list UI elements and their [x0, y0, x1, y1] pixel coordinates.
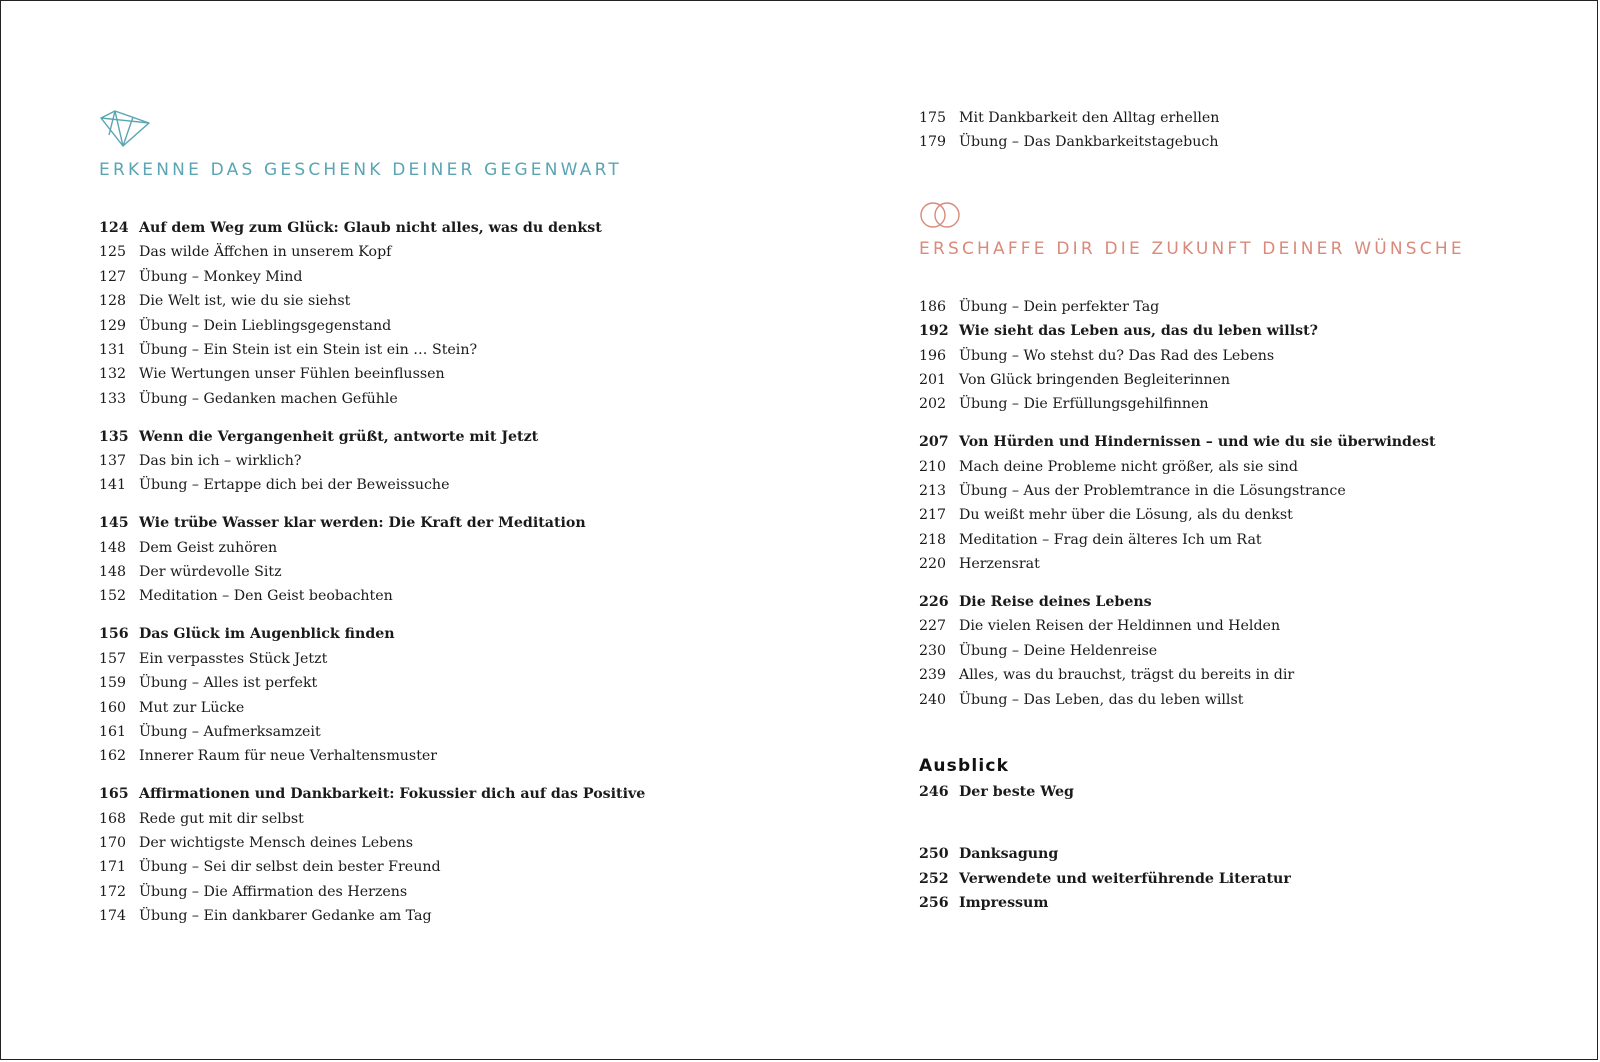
entry-title: Wie trübe Wasser klar werden: Die Kraft der Meditation	[139, 515, 586, 532]
toc-group	[99, 782, 799, 928]
toc-entry[interactable]	[919, 455, 1559, 479]
entry-title: Mach deine Probleme nicht größer, als sie sind	[959, 458, 1298, 475]
toc-entry[interactable]	[99, 449, 799, 473]
entry-title: Rede gut mit dir selbst	[139, 810, 304, 827]
page-number: 125	[99, 244, 127, 261]
toc-entry[interactable]	[99, 265, 799, 289]
entry-title: Übung – Ertappe dich bei der Beweissuche	[139, 477, 450, 494]
page-number: 159	[99, 675, 127, 692]
diamond-icon	[99, 109, 151, 149]
entry-title: Übung – Sei dir selbst dein bester Freund	[139, 859, 441, 876]
toc-entry[interactable]	[919, 392, 1559, 416]
entry-title: Auf dem Weg zum Glück: Glaub nicht alles, was du denkst	[139, 220, 602, 236]
toc-entry[interactable]	[99, 536, 799, 560]
toc-entry[interactable]	[99, 314, 799, 338]
entry-title: Übung – Ein dankbarer Gedanke am Tag	[139, 908, 432, 925]
toc-entry[interactable]	[99, 387, 799, 411]
toc-entry[interactable]	[99, 855, 799, 879]
entry-title: Von Hürden und Hindernissen – und wie du sie überwindest	[959, 434, 1436, 451]
page-number: 179	[919, 134, 947, 151]
toc-entry[interactable]	[99, 473, 799, 497]
page-number: 133	[99, 390, 127, 407]
entry-title: Die Welt ist, wie du sie siehst	[139, 293, 351, 310]
toc-group	[99, 425, 799, 498]
toc-entry[interactable]	[99, 560, 799, 584]
page-number: 161	[99, 723, 127, 740]
toc-chapter-entry[interactable]	[99, 622, 799, 646]
toc-chapter-entry[interactable]	[99, 216, 799, 240]
toc-entry[interactable]	[919, 368, 1559, 392]
page-number: 127	[99, 268, 127, 285]
right-column	[919, 106, 1559, 916]
left-entries	[99, 216, 799, 929]
entry-title: Der würdevolle Sitz	[139, 564, 282, 581]
ausblick-entries	[919, 780, 1559, 804]
entry-title: Impressum	[959, 895, 1049, 912]
entry-title: Die Reise deines Lebens	[959, 594, 1152, 611]
toc-entry[interactable]	[919, 130, 1559, 154]
toc-chapter-entry[interactable]	[919, 319, 1559, 343]
toc-entry[interactable]	[919, 295, 1559, 319]
rings-icon	[919, 200, 965, 230]
page-number: 157	[99, 650, 127, 667]
toc-entry[interactable]	[919, 639, 1559, 663]
page-number: 165	[99, 786, 129, 803]
entry-title: Herzensrat	[959, 556, 1040, 573]
entry-title: Das Glück im Augenblick finden	[139, 626, 395, 643]
section-title-gegenwart: ERKENNE DAS GESCHENK DEINER GEGENWART	[99, 160, 622, 180]
toc-entry[interactable]	[99, 647, 799, 671]
toc-chapter-entry[interactable]	[99, 425, 799, 449]
entry-title: Du weißt mehr über die Lösung, als du denkst	[959, 507, 1293, 524]
entry-title: Mut zur Lücke	[139, 699, 245, 716]
page-number: 227	[919, 618, 947, 635]
toc-chapter-entry[interactable]	[919, 891, 1559, 915]
toc-entry[interactable]	[919, 344, 1559, 368]
entry-title: Die vielen Reisen der Heldinnen und Helden	[959, 618, 1281, 635]
entry-title: Übung – Die Erfüllungsgehilfinnen	[959, 396, 1209, 413]
entry-title: Übung – Monkey Mind	[139, 268, 303, 285]
toc-entry[interactable]	[919, 614, 1559, 638]
toc-entry[interactable]	[99, 696, 799, 720]
ausblick-heading: Ausblick	[919, 756, 1010, 777]
section-title-zukunft: ERSCHAFFE DIR DIE ZUKUNFT DEINER WÜNSCHE	[919, 238, 1465, 259]
page-number: 256	[919, 895, 949, 912]
page-number: 128	[99, 293, 127, 310]
entry-title: Übung – Das Dankbarkeitstagebuch	[959, 134, 1219, 151]
entry-title: Das bin ich – wirklich?	[139, 453, 302, 470]
toc-chapter-entry[interactable]	[99, 511, 799, 535]
entry-title: Meditation – Den Geist beobachten	[139, 588, 393, 605]
entry-title: Übung – Ein Stein ist ein Stein ist ein … Stein?	[139, 341, 478, 358]
page-number: 246	[919, 784, 949, 801]
entry-title: Übung – Die Affirmation des Herzens	[139, 883, 408, 900]
toc-chapter-entry[interactable]	[919, 430, 1559, 454]
entry-title: Übung – Gedanken machen Gefühle	[139, 390, 398, 407]
entry-title: Wie sieht das Leben aus, das du leben willst?	[959, 323, 1318, 340]
entry-title: Wenn die Vergangenheit grüßt, antworte mit Jetzt	[139, 428, 539, 445]
toc-chapter-entry[interactable]	[99, 782, 799, 806]
page-number: 148	[99, 564, 127, 581]
toc-entry[interactable]	[919, 503, 1559, 527]
entry-title: Wie Wertungen unser Fühlen beeinflussen	[139, 366, 445, 383]
backmatter-entries	[919, 842, 1559, 915]
right-entries	[919, 295, 1559, 712]
page-number: 175	[919, 110, 947, 126]
toc-group	[919, 590, 1559, 712]
entry-title: Übung – Alles ist perfekt	[139, 675, 318, 692]
page-number: 124	[99, 220, 129, 236]
entry-title: Der beste Weg	[959, 784, 1074, 801]
toc-entry[interactable]	[99, 338, 799, 362]
page-number: 252	[919, 870, 949, 887]
toc-entry[interactable]	[919, 688, 1559, 712]
page-number: 186	[919, 298, 947, 315]
entry-title: Übung – Dein perfekter Tag	[959, 298, 1160, 315]
page-number: 162	[99, 748, 127, 765]
toc-entry[interactable]	[99, 744, 799, 768]
page-number: 152	[99, 588, 127, 605]
page-number: 171	[99, 859, 127, 876]
page-number: 202	[919, 396, 947, 413]
toc-entry[interactable]	[919, 528, 1559, 552]
toc-chapter-entry[interactable]	[919, 842, 1559, 866]
page-number: 250	[919, 846, 949, 863]
toc-group	[919, 430, 1559, 576]
toc-entry[interactable]	[99, 240, 799, 264]
toc-entry[interactable]	[919, 552, 1559, 576]
page-number: 210	[919, 458, 947, 475]
entry-title: Das wilde Äffchen in unserem Kopf	[139, 244, 392, 261]
page-number: 192	[919, 323, 949, 340]
toc-entry[interactable]	[99, 671, 799, 695]
toc-entry[interactable]	[919, 663, 1559, 687]
entry-title: Meditation – Frag dein älteres Ich um Rat	[959, 531, 1262, 548]
toc-group	[919, 295, 1559, 417]
entry-title: Affirmationen und Dankbarkeit: Fokussier dich auf das Positive	[139, 786, 646, 803]
page-number: 135	[99, 428, 129, 445]
entry-title: Alles, was du brauchst, trägst du bereits in dir	[959, 667, 1295, 684]
entry-title: Dem Geist zuhören	[139, 539, 278, 556]
page-number: 160	[99, 699, 127, 716]
continued-entries	[919, 106, 1559, 155]
toc-entry[interactable]	[99, 807, 799, 831]
page-number: 170	[99, 834, 127, 851]
page-number: 131	[99, 341, 127, 358]
toc-entry[interactable]	[99, 880, 799, 904]
page-number: 141	[99, 477, 127, 494]
entry-title: Von Glück bringenden Begleiterinnen	[959, 371, 1231, 388]
page-number: 129	[99, 317, 127, 334]
page-number: 201	[919, 371, 947, 388]
entry-title: Mit Dankbarkeit den Alltag erhellen	[959, 110, 1220, 126]
page-number: 220	[919, 556, 947, 573]
page-number: 239	[919, 667, 947, 684]
entry-title: Verwendete und weiterführende Literatur	[959, 870, 1291, 887]
page-number: 156	[99, 626, 129, 643]
entry-title: Übung – Aufmerksamzeit	[139, 723, 321, 740]
toc-chapter-entry[interactable]	[919, 867, 1559, 891]
toc-entry[interactable]	[99, 720, 799, 744]
page-number: 207	[919, 434, 949, 451]
page-number: 213	[919, 483, 947, 500]
toc-entry[interactable]	[99, 831, 799, 855]
entry-title: Übung – Das Leben, das du leben willst	[959, 691, 1244, 708]
entry-title: Übung – Aus der Problemtrance in die Lösungstrance	[959, 483, 1346, 500]
page-number: 168	[99, 810, 127, 827]
page-number: 174	[99, 908, 127, 925]
toc-entry[interactable]	[919, 106, 1559, 130]
toc-group	[99, 622, 799, 768]
page-number: 145	[99, 515, 129, 532]
toc-entry[interactable]	[99, 289, 799, 313]
entry-title: Innerer Raum für neue Verhaltensmuster	[139, 748, 438, 765]
toc-entry[interactable]	[99, 904, 799, 928]
page-number: 172	[99, 883, 127, 900]
toc-chapter-entry[interactable]	[919, 590, 1559, 614]
page-number: 137	[99, 453, 127, 470]
toc-entry[interactable]	[919, 479, 1559, 503]
page-number: 196	[919, 347, 947, 364]
entry-title: Der wichtigste Mensch deines Lebens	[139, 834, 414, 851]
entry-title: Übung – Wo stehst du? Das Rad des Lebens	[959, 347, 1275, 364]
toc-chapter-entry[interactable]	[919, 780, 1559, 804]
page-number: 218	[919, 531, 947, 548]
page-number: 226	[919, 594, 949, 611]
page-number: 217	[919, 507, 947, 524]
page-number: 230	[919, 642, 947, 659]
entry-title: Übung – Dein Lieblingsgegenstand	[139, 317, 392, 334]
page-number: 240	[919, 691, 947, 708]
left-column	[99, 109, 799, 929]
entry-title: Übung – Deine Heldenreise	[959, 642, 1158, 659]
page-number: 148	[99, 539, 127, 556]
page-number: 132	[99, 366, 127, 383]
toc-entry[interactable]	[99, 362, 799, 386]
toc-group	[99, 216, 799, 411]
toc-group	[99, 511, 799, 609]
entry-title: Ein verpasstes Stück Jetzt	[139, 650, 328, 667]
toc-entry[interactable]	[99, 584, 799, 608]
entry-title: Danksagung	[959, 846, 1059, 863]
